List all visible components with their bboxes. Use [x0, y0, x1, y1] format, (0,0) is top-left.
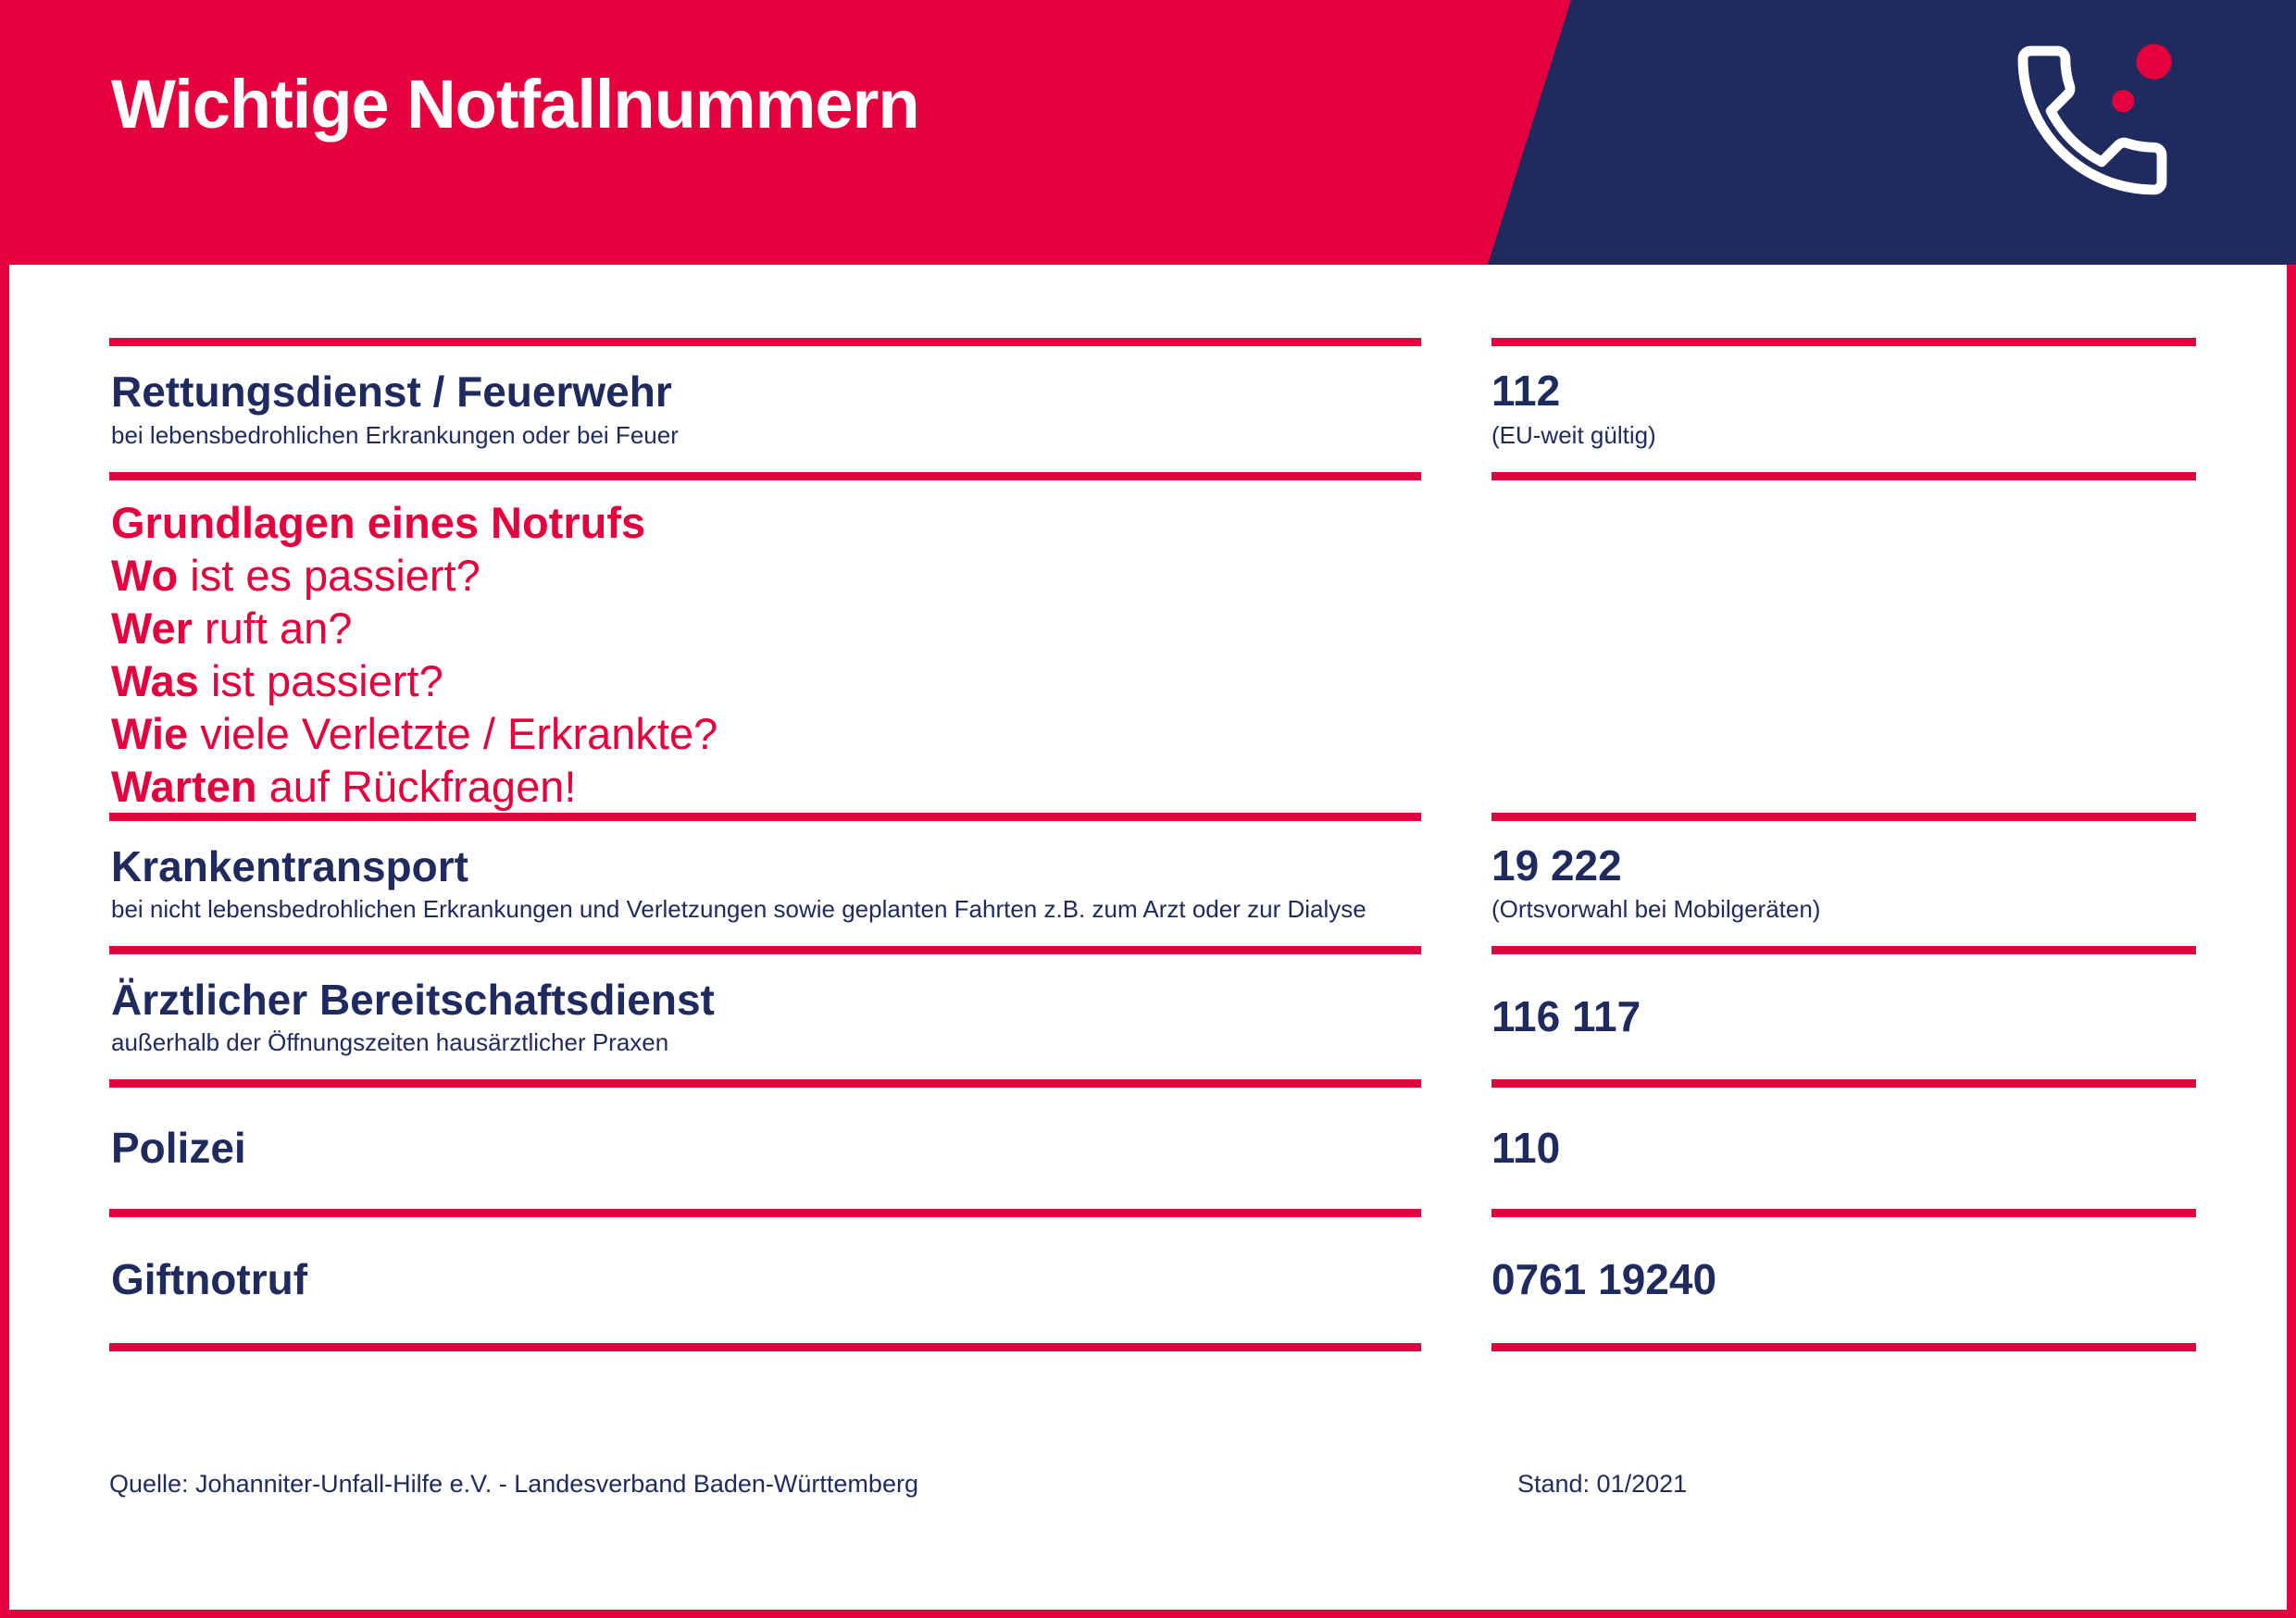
service-subtitle: bei lebensbedrohlichen Erkrankungen oder bei Feuer	[111, 420, 679, 449]
service-number-cell	[1491, 1079, 2196, 1209]
service-row-polizei	[109, 1079, 1421, 1209]
service-number-note: (EU-weit gültig)	[1491, 420, 1656, 449]
footer	[109, 1470, 2196, 1499]
service-title: Polizei	[111, 1123, 246, 1172]
phone-icon	[2000, 28, 2185, 213]
table-bottom-rule	[1491, 1343, 2196, 1351]
footer-date: Stand: 01/2021	[1517, 1470, 1688, 1498]
page-border-right	[2287, 265, 2296, 1618]
basics-item: Wer ruft an?	[111, 603, 353, 653]
empty-cell	[1491, 472, 2196, 813]
footer-source: Quelle: Johanniter-Unfall-Hilfe e.V. - Landesverband Baden-Württemberg	[109, 1470, 918, 1498]
service-title: Ärztlicher Bereitschaftsdienst	[111, 975, 715, 1024]
basics-item: Was ist passiert?	[111, 655, 443, 705]
services-table	[109, 338, 2196, 1351]
red-dot-large	[2137, 44, 2172, 80]
service-subtitle: außerhalb der Öffnungszeiten hausärztlicher Praxen	[111, 1028, 669, 1057]
service-number-cell	[1491, 813, 2196, 946]
service-number-cell	[1491, 338, 2196, 472]
header-band	[0, 0, 2296, 265]
service-subtitle: bei nicht lebensbedrohlichen Erkrankungen und Verletzungen sowie geplanten Fahrten z.B. zum Arzt oder zur Dialyse	[111, 895, 1366, 924]
page-border-bottom	[0, 1610, 2296, 1618]
service-number-note: (Ortsvorwahl bei Mobilgeräten)	[1491, 895, 1821, 924]
service-title: Rettungsdienst / Feuerwehr	[111, 367, 672, 417]
service-number-cell	[1491, 1209, 2196, 1343]
service-row-bereitschaftsdienst	[109, 946, 1421, 1079]
service-row-krankentransport	[109, 813, 1421, 946]
red-dot-small	[2112, 90, 2134, 112]
service-number: 0761 19240	[1491, 1255, 1717, 1304]
service-number: 110	[1491, 1123, 1561, 1172]
basics-item: Wo ist es passiert?	[111, 550, 480, 600]
service-row-giftnotruf	[109, 1209, 1421, 1343]
service-number: 116 117	[1491, 991, 1641, 1040]
basics-item: Wie viele Verletzte / Erkrankte?	[111, 708, 718, 758]
service-number: 19 222	[1491, 840, 1622, 890]
table-bottom-rule	[109, 1343, 1421, 1351]
service-title: Krankentransport	[111, 841, 468, 890]
basics-heading: Grundlagen eines Notrufs	[111, 497, 646, 547]
phone-handset-icon	[2000, 28, 2185, 213]
service-title: Giftnotruf	[111, 1255, 308, 1304]
service-number: 112	[1491, 367, 1561, 416]
page-title: Wichtige Notfallnummern	[111, 66, 919, 143]
page-border-left	[0, 0, 9, 1618]
basics-item: Warten auf Rückfragen!	[111, 761, 577, 811]
service-row-rettungsdienst	[109, 338, 1421, 472]
service-number-cell	[1491, 946, 2196, 1079]
emergency-call-basics	[109, 472, 1421, 813]
